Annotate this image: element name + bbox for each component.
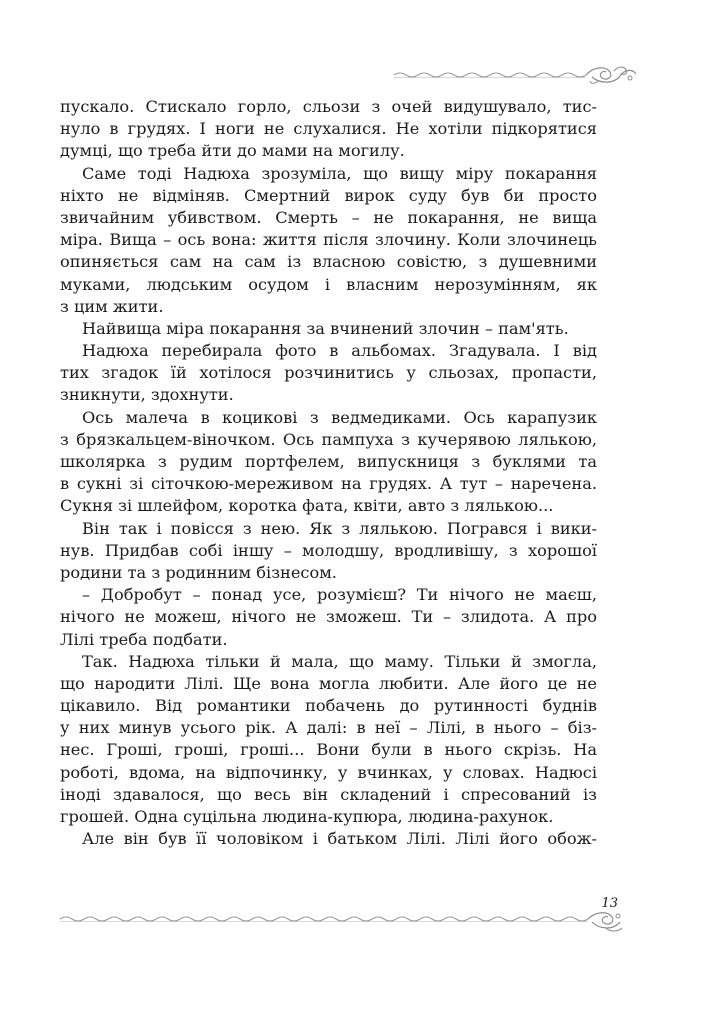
text-line: родини та з родинним бізнесом. [60, 562, 337, 582]
text-line: Так. Надюха тільки й мала, що маму. Тільки й змогла, [82, 651, 597, 671]
text-line: нув. Придбав собі іншу – молодшу, вродливішу, з хорошої [60, 540, 597, 560]
text-line: Сукня зі шлейфом, коротка фата, квіти, авто з лялькою... [60, 496, 554, 516]
text-line: школярка з рудим портфелем, випускниця з буклями та [60, 452, 597, 471]
text-line: звичайним убивством. Смерть – не покарання, не вища [60, 207, 597, 227]
text-line: Він так і повісся з нею. Як з лялькою. Погрався і вики- [82, 518, 597, 538]
text-line: опиняється сам на сам із власною совістю, з душевними [60, 252, 597, 272]
text-line: у них минув усього рік. А далі: в неї – Лілі, в нього – біз- [60, 718, 597, 738]
text-line: муками, людським осудом і власним нерозумінням, як [60, 274, 597, 294]
text-line: Лілі треба подбати. [60, 629, 228, 649]
text-line: іноді здавалося, що весь він складений і спресований із [60, 784, 597, 804]
top-ornament-icon [392, 62, 638, 88]
text-line: нес. Гроші, гроші, гроші... Вони були в нього скрізь. На [60, 740, 597, 760]
body-text [60, 96, 597, 850]
text-line: роботі, вдома, на відпочинку, у вчинках, у словах. Надюсі [60, 762, 597, 782]
text-line: Саме тоді Надюха зрозуміла, що вищу міру покарання [82, 163, 597, 183]
page-number: 13 [601, 896, 618, 911]
text-line: – Добробут – понад усе, розумієш? Ти нічого не маєш, [82, 585, 597, 605]
bottom-ornament-icon [58, 906, 626, 934]
text-line: з цим жити. [60, 296, 164, 316]
text-line: нічого не можеш, нічого не зможеш. Ти – злидота. А про [60, 607, 597, 627]
text-line: грошей. Одна суцільна людина-купюра, людина-рахунок. [60, 807, 554, 826]
text-line: що народити Лілі. Ще вона могла любити. Але його це не [60, 673, 597, 693]
text-line: в сукні зі сіточкою-мереживом на грудях. А тут – наречена. [60, 474, 597, 494]
text-line: Надюха перебирала фото в альбомах. Згадувала. І від [82, 341, 597, 361]
text-line: пускало. Стискало горло, сльози з очей видушувало, тис- [60, 97, 597, 116]
text-line: зникнути, здохнути. [60, 385, 234, 405]
text-line: з брязкальцем-віночком. Ось пампуха з кучерявою лялькою, [60, 429, 597, 449]
text-line: думці, що треба йти до мами на могилу. [60, 141, 405, 161]
text-line: Найвища міра покарання за вчинений злочин – пам'ять. [82, 318, 569, 338]
text-line: ніхто не відміняв. Смертний вирок суду був би просто [60, 185, 597, 205]
text-line: цікавило. Від романтики побачень до рутинності буднів [60, 696, 597, 716]
text-line: Але він був її чоловіком і батьком Лілі. Лілі його обож- [82, 829, 597, 849]
text-line: міра. Вища – ось вона: життя після злочину. Коли злочинець [60, 230, 597, 250]
text-line: тих згадок їй хотілося розчинитись у сльозах, пропасти, [60, 363, 597, 383]
text-line: нуло в грудях. І ноги не слухалися. Не хотіли підкорятися [60, 119, 597, 139]
text-line: Ось малеча в коцикові з ведмедиками. Ось карапузик [82, 407, 597, 427]
